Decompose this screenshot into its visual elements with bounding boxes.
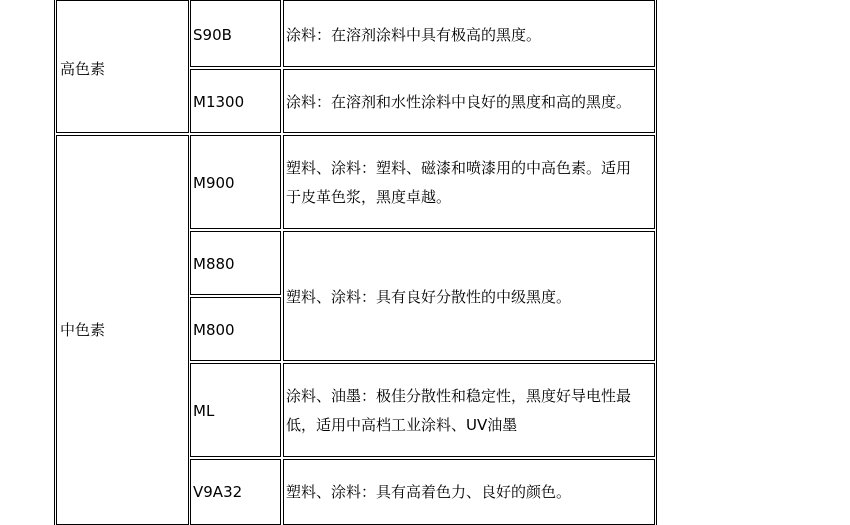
- description-cell: [283, 135, 655, 229]
- model-cell: [190, 135, 281, 229]
- category-label: 中色素: [60, 321, 106, 339]
- description-line: 塑料、涂料：塑料、磁漆和喷漆用的中高色素。适用: [286, 159, 632, 177]
- model-cell: [190, 363, 281, 457]
- model-cell: [190, 459, 281, 525]
- category-label: 高色素: [60, 60, 106, 78]
- model-cell: [190, 0, 281, 67]
- category-cell-high: [56, 0, 189, 133]
- description-cell: [283, 69, 655, 133]
- model-name: M800: [193, 321, 235, 339]
- description-text: [286, 154, 631, 212]
- model-name: M880: [193, 255, 235, 273]
- description-text: 塑料、涂料：具有良好分散性的中级黑度。: [286, 288, 572, 306]
- model-cell: [190, 297, 281, 361]
- model-name: ML: [193, 402, 215, 420]
- description-text: 涂料：在溶剂和水性涂料中良好的黑度和高的黑度。: [286, 93, 632, 111]
- description-text: [286, 382, 631, 440]
- description-cell: [283, 459, 655, 525]
- description-line: 涂料、油墨：极佳分散性和稳定性，黑度好导电性最: [286, 387, 632, 405]
- category-cell-medium: [56, 135, 189, 525]
- description-cell: [283, 0, 655, 67]
- description-cell-merged: [283, 231, 655, 361]
- table-right-border: [656, 0, 657, 525]
- description-cell: [283, 363, 655, 457]
- table-left-border: [54, 0, 55, 525]
- description-line: 于皮革色浆，黑度卓越。: [286, 188, 452, 206]
- model-name: V9A32: [193, 483, 243, 501]
- model-cell: [190, 69, 281, 133]
- description-text: 塑料、涂料：具有高着色力、良好的颜色。: [286, 483, 572, 501]
- description-text: 涂料：在溶剂涂料中具有极高的黑度。: [286, 26, 542, 44]
- model-cell: [190, 231, 281, 295]
- model-name: S90B: [193, 26, 232, 44]
- model-name: M1300: [193, 93, 245, 111]
- description-line: 低，适用中高档工业涂料、UV油墨: [286, 416, 518, 434]
- model-name: M900: [193, 174, 235, 192]
